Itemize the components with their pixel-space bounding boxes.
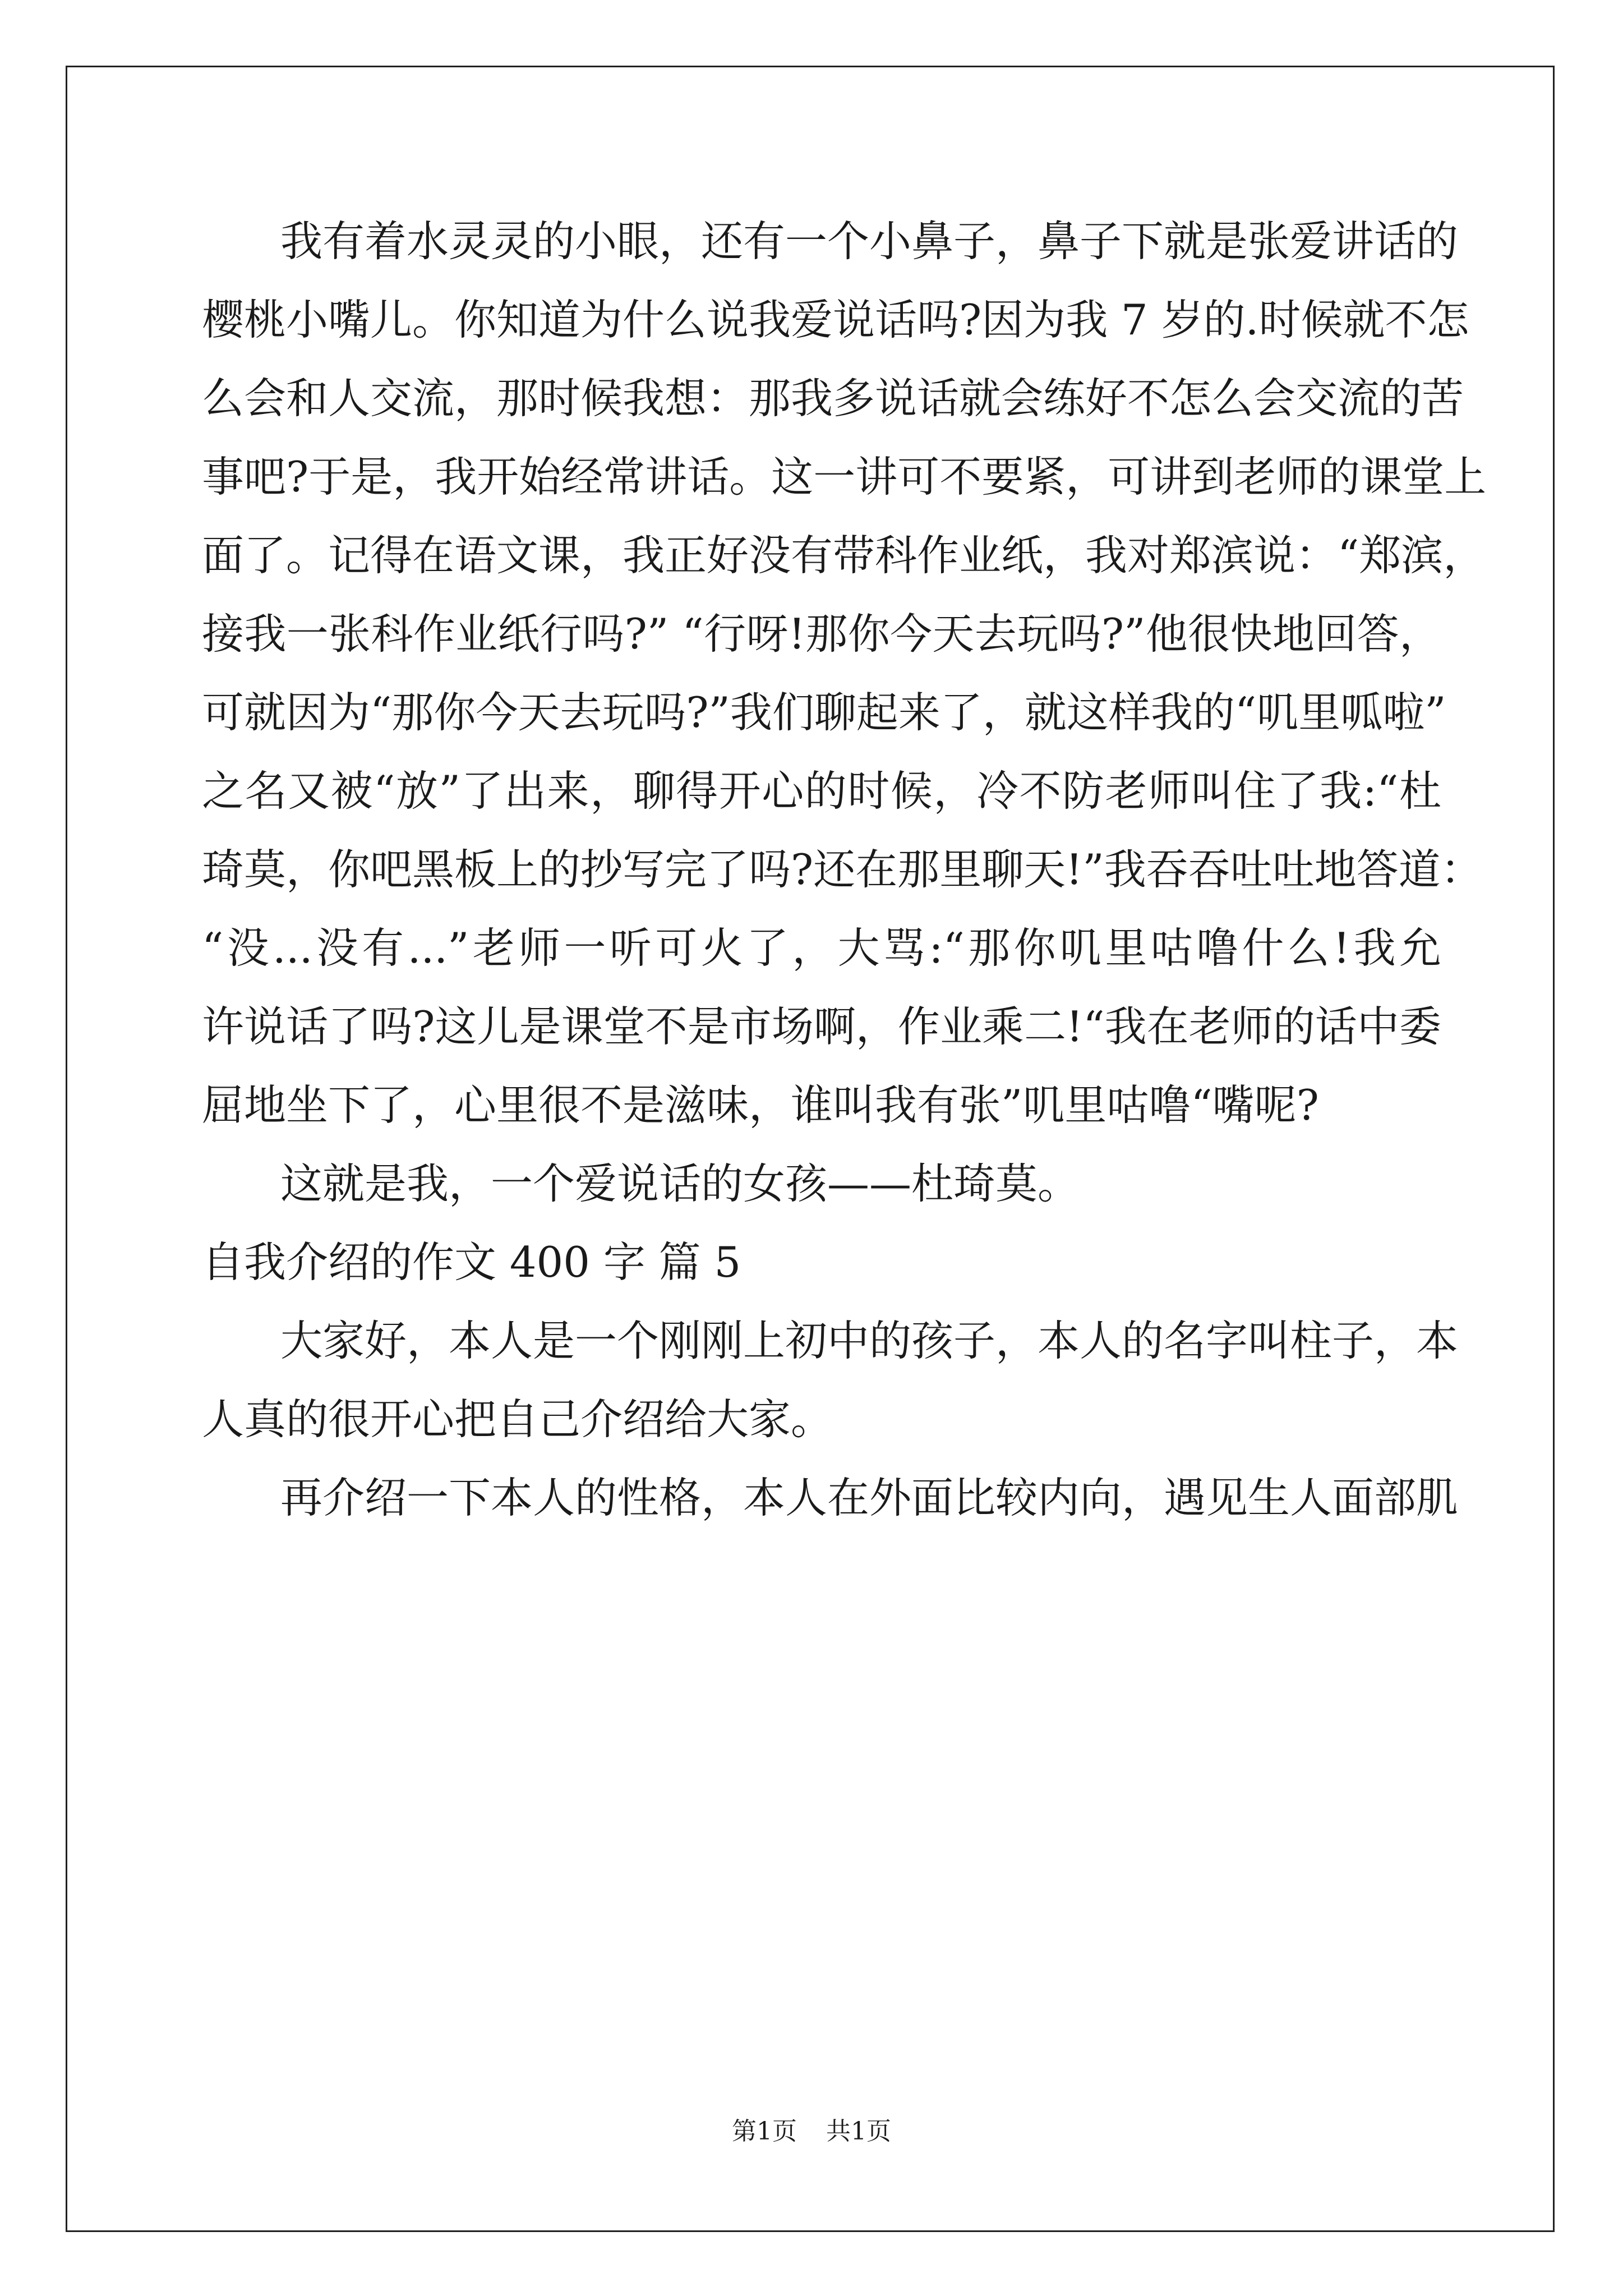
paragraph-line: 这就是我，一个爱说话的女孩——杜琦莫。 <box>280 1159 1080 1208</box>
paragraph-line: 我有着水灵灵的小眼，还有一个小鼻子，鼻子下就是张爱讲话的 <box>280 217 1459 266</box>
paragraph-line: 事吧?于是，我开始经常讲话。这一讲可不要紧，可讲到老师的课堂上 <box>202 452 1487 501</box>
paragraph-line: 再介绍一下本人的性格，本人在外面比较内向，遇见生人面部肌 <box>280 1473 1459 1522</box>
paragraph-line: 琦莫，你吧黑板上的抄写完了吗?还在那里聊天!”我吞吞吐吐地答道： <box>202 845 1483 894</box>
paragraph-line: “没...没有...”老师一听可火了，大骂:“那你叽里咕噜什么!我允 <box>202 923 1441 973</box>
paragraph-line: 之名又被“放”了出来，聊得开心的时候，冷不防老师叫住了我:“杜 <box>202 766 1441 816</box>
page-footer <box>0 2115 1623 2148</box>
page-number: 第1页 <box>732 2117 797 2146</box>
paragraph-line: 樱桃小嘴儿。你知道为什么说我爱说话吗?因为我 7 岁的.时候就不怎 <box>202 295 1469 344</box>
paragraph-line: 大家好，本人是一个刚刚上初中的孩子，本人的名字叫柱子，本 <box>280 1316 1459 1365</box>
document-body <box>202 202 1487 2053</box>
paragraph-line: 许说话了吗?这儿是课堂不是市场啊，作业乘二!“我在老师的话中委 <box>202 1002 1441 1051</box>
page-total: 共1页 <box>826 2117 891 2146</box>
paragraph-line: 可就因为“那你今天去玩吗?”我们聊起来了，就这样我的“叽里呱啦” <box>202 688 1446 737</box>
paragraph-line: 人真的很开心把自己介绍给大家。 <box>202 1395 833 1444</box>
paragraph-line: 么会和人交流，那时候我想：那我多说话就会练好不怎么会交流的苦 <box>202 374 1464 423</box>
paragraph-line: 屈地坐下了，心里很不是滋味，谁叫我有张”叽里咕噜“嘴呢? <box>202 1080 1319 1130</box>
paragraph-line: 面了。记得在语文课，我正好没有带科作业纸，我对郑滨说：“郑滨， <box>202 531 1486 580</box>
paragraph-line: 接我一张科作业纸行吗?” “行呀!那你今天去玩吗?”他很快地回答， <box>202 609 1441 659</box>
section-heading: 自我介绍的作文 400 字 篇 5 <box>202 1237 741 1287</box>
